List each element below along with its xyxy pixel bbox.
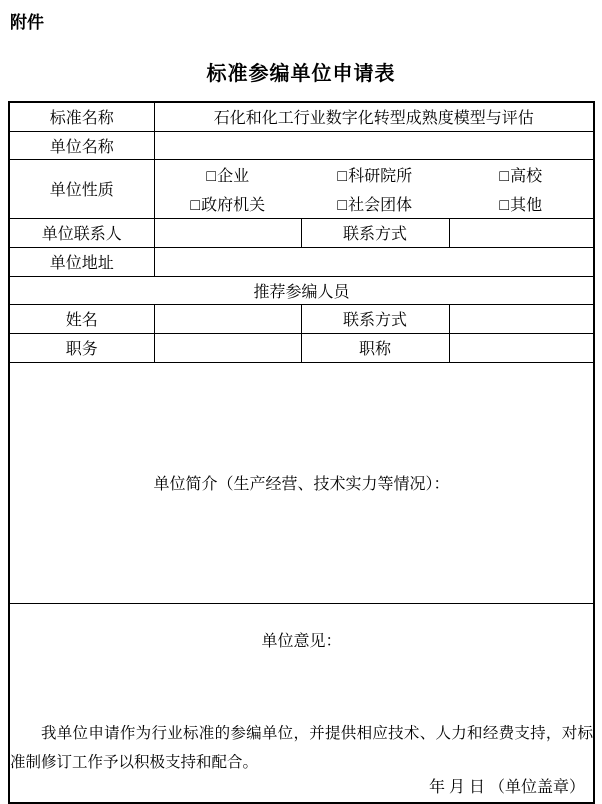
unit-address-label: 单位地址	[9, 247, 154, 276]
person-title-label: 职称	[301, 333, 449, 362]
unit-intro-label: 单位简介（生产经营、技术实力等情况）：	[153, 476, 450, 493]
unit-name-row	[9, 131, 594, 159]
checkbox-icon: □	[337, 196, 348, 214]
application-form-table	[8, 101, 595, 804]
unit-type-options-cell	[154, 159, 594, 218]
unit-opinion-row	[9, 603, 594, 803]
unit-contact-label: 单位联系人	[9, 218, 154, 247]
unit-contact-field[interactable]	[154, 218, 301, 247]
page-title: 标准参编单位申请表	[206, 63, 396, 85]
standard-name-label: 标准名称	[9, 102, 154, 131]
checkbox-option-label: 其他	[510, 196, 543, 214]
person-name-label: 姓名	[9, 304, 154, 333]
unit-address-row	[9, 247, 594, 276]
checkbox-option-label: 高校	[510, 167, 543, 185]
checkbox-icon: □	[499, 167, 510, 185]
checkbox-option-research-institute[interactable]	[301, 163, 449, 186]
checkbox-option-government-agency[interactable]	[155, 192, 301, 215]
attachment-label: 附件	[10, 13, 44, 32]
unit-intro-cell[interactable]	[9, 362, 594, 603]
checkbox-icon: □	[499, 196, 510, 214]
unit-intro-row	[9, 362, 594, 603]
recommended-section-row	[9, 276, 594, 304]
unit-contact-row	[9, 218, 594, 247]
person-position-label: 职务	[9, 333, 154, 362]
unit-type-label: 单位性质	[9, 159, 154, 218]
checkbox-option-social-organization[interactable]	[301, 192, 449, 215]
person-contact-field[interactable]	[449, 304, 594, 333]
checkbox-option-label: 政府机关	[201, 196, 266, 214]
checkbox-option-other[interactable]	[448, 192, 593, 215]
standard-name-value: 石化和化工行业数字化转型成熟度模型与评估	[154, 102, 594, 131]
unit-contact-method-field[interactable]	[449, 218, 594, 247]
person-title-field[interactable]	[449, 333, 594, 362]
person-name-field[interactable]	[154, 304, 301, 333]
checkbox-icon: □	[206, 167, 217, 185]
checkbox-option-enterprise[interactable]	[155, 163, 301, 186]
unit-opinion-label: 单位意见：	[261, 633, 342, 651]
unit-opinion-cell	[9, 603, 594, 803]
unit-type-options-grid	[155, 160, 594, 218]
person-position-field[interactable]	[154, 333, 301, 362]
checkbox-icon: □	[190, 196, 201, 214]
signature-date-line: 年 月 日 （单位盖章）	[428, 779, 585, 796]
checkbox-icon: □	[337, 167, 348, 185]
checkbox-option-label: 企业	[217, 167, 250, 185]
person-name-row	[9, 304, 594, 333]
unit-type-row	[9, 159, 594, 218]
checkbox-option-university[interactable]	[448, 163, 593, 186]
checkbox-option-label: 社会团体	[348, 196, 413, 214]
person-position-row	[9, 333, 594, 362]
unit-contact-method-label: 联系方式	[301, 218, 449, 247]
person-contact-label: 联系方式	[301, 304, 449, 333]
checkbox-option-label: 科研院所	[348, 167, 413, 185]
unit-name-field[interactable]	[154, 131, 594, 159]
unit-opinion-statement: 我单位申请作为行业标准的参编单位，并提供相应技术、人力和经费支持，对标准制修订工作予以积极支持和配合。	[10, 725, 593, 772]
standard-name-row	[9, 102, 594, 131]
recommended-section-header: 推荐参编人员	[9, 276, 594, 304]
unit-address-field[interactable]	[154, 247, 594, 276]
unit-name-label: 单位名称	[9, 131, 154, 159]
